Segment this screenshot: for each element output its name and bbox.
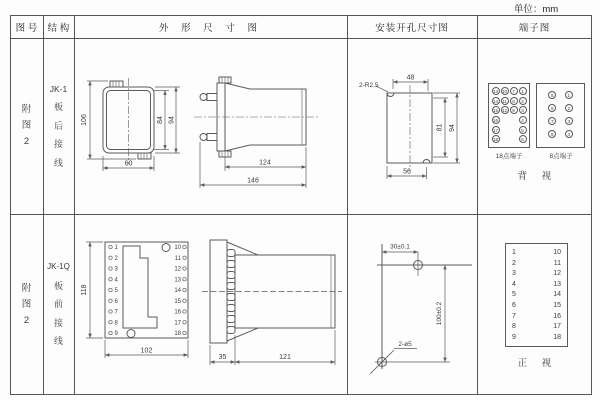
dimension-lines [376, 79, 460, 179]
terminal-circle: 11 [502, 98, 507, 104]
terminal-circle: 13 [492, 88, 499, 94]
dim-label: 146 [247, 177, 259, 185]
row2-structure: JK-1Q 板 前 接 线 [47, 262, 70, 347]
dim-label: 124 [259, 159, 271, 167]
dim-label: 106 [81, 114, 88, 126]
unit-label: 单位：mm [513, 4, 559, 15]
terminal-circle: 6 [548, 104, 556, 112]
side-view [202, 240, 342, 343]
terminal-circle: 7 [510, 87, 518, 95]
dimension-labels [390, 244, 443, 349]
terminal-circle: 1 [519, 87, 527, 95]
dim-label: 81 [436, 123, 444, 132]
terminal-circle: 6 [519, 135, 527, 143]
header-outline: 外 形 尺 寸 图 [158, 23, 263, 34]
dim-label: 30±0.1 [390, 243, 410, 251]
dimension-labels [359, 75, 456, 176]
header-terminal: 端子图 [518, 23, 551, 34]
dim-label: 94 [168, 116, 176, 124]
svg-text:1: 1 [114, 245, 118, 252]
terminal-table [505, 243, 568, 347]
dim-label: 102 [140, 347, 153, 355]
svg-text:3: 3 [114, 266, 118, 273]
terminal-circle: 8 [548, 130, 556, 138]
radius-note: 2-R2.5 [359, 82, 379, 89]
dim-label: 84 [157, 116, 164, 124]
svg-text:7: 7 [114, 309, 118, 316]
terminal-circle: 2 [519, 97, 527, 105]
mounting-drawing-jk1 [347, 38, 477, 214]
mounting-drawing-jk1q [347, 214, 477, 395]
terminal-column-left: 1 2 3 4 5 6 7 8 9 [512, 249, 516, 341]
terminal-circle: 1 [565, 91, 573, 99]
svg-text:17: 17 [174, 320, 181, 327]
svg-text:4: 4 [114, 277, 118, 284]
front-view [103, 78, 154, 164]
terminal-circle: 7 [548, 117, 556, 125]
dim-label: 56 [403, 168, 411, 176]
terminal-diagram-jk1 [477, 38, 592, 214]
terminal-circle: 14 [492, 98, 499, 104]
terminal-diagram-jk1q [477, 214, 592, 395]
terminal-block-18pt [488, 83, 530, 148]
svg-text:6: 6 [114, 298, 118, 305]
terminal-circle: 18 [492, 137, 499, 143]
outline-drawing-jk1q [74, 214, 347, 395]
terminal-circle: 10 [501, 88, 508, 94]
svg-text:10: 10 [174, 245, 181, 252]
terminal-circle: 4 [519, 116, 527, 124]
svg-text:16: 16 [174, 309, 181, 316]
dim-label: 118 [81, 284, 88, 296]
terminal-circle: 3 [519, 106, 527, 114]
terminal-circle: 2 [565, 104, 573, 112]
svg-text:18: 18 [174, 331, 181, 338]
svg-text:14: 14 [174, 288, 181, 295]
hole-layout [370, 244, 472, 374]
header-fig-no: 图 号 [15, 23, 38, 34]
cutout-outline [387, 85, 432, 171]
terminal-block-8pt [536, 83, 585, 148]
terminal-block-18pt-label: 18点端子 [495, 153, 523, 160]
row2-fig-no: 附 图 2 [21, 282, 32, 326]
dim-label: 94 [449, 124, 456, 132]
dimension-lines [87, 81, 306, 188]
header-mounting: 安装开孔尺寸图 [375, 23, 449, 34]
terminal-circle: 5 [548, 91, 556, 99]
side-view [194, 77, 319, 157]
svg-text:8: 8 [114, 320, 118, 327]
view-label-back: 背 视 [517, 171, 558, 182]
terminal-circle: 16 [492, 117, 499, 123]
outline-drawing-jk1 [74, 38, 347, 214]
terminal-circle: 4 [565, 130, 573, 138]
terminal-circle: 12 [501, 108, 508, 114]
dim-label: 60 [124, 160, 133, 168]
terminal-circle: 8 [510, 97, 518, 105]
row1-structure: JK-1 板 后 接 线 [49, 83, 68, 168]
svg-text:15: 15 [174, 298, 181, 305]
dim-label: 48 [406, 74, 415, 82]
terminal-circle: 5 [519, 126, 527, 134]
dim-label: 100±0.2 [436, 301, 443, 326]
header-structure: 结 构 [47, 23, 70, 34]
terminal-circle: 9 [510, 106, 518, 114]
svg-text:12: 12 [174, 266, 181, 273]
terminal-block-8pt-label: 8点端子 [549, 153, 573, 160]
svg-text:5: 5 [114, 288, 118, 295]
hole-note: 2-ø5 [398, 341, 412, 348]
dim-label: 35 [218, 354, 227, 361]
row1-fig-no: 附 图 2 [21, 104, 32, 147]
svg-text:2: 2 [114, 255, 118, 262]
svg-text:11: 11 [174, 255, 181, 262]
dim-label: 121 [279, 354, 291, 361]
view-label-front: 正 视 [517, 358, 558, 369]
terminal-circle: 15 [492, 108, 499, 114]
svg-text:9: 9 [114, 331, 118, 338]
terminal-circle: 17 [492, 127, 499, 133]
terminal-column-right: 10 11 12 13 14 15 16 17 18 [553, 249, 561, 341]
terminal-circle: 3 [565, 117, 573, 125]
svg-text:13: 13 [174, 277, 181, 284]
